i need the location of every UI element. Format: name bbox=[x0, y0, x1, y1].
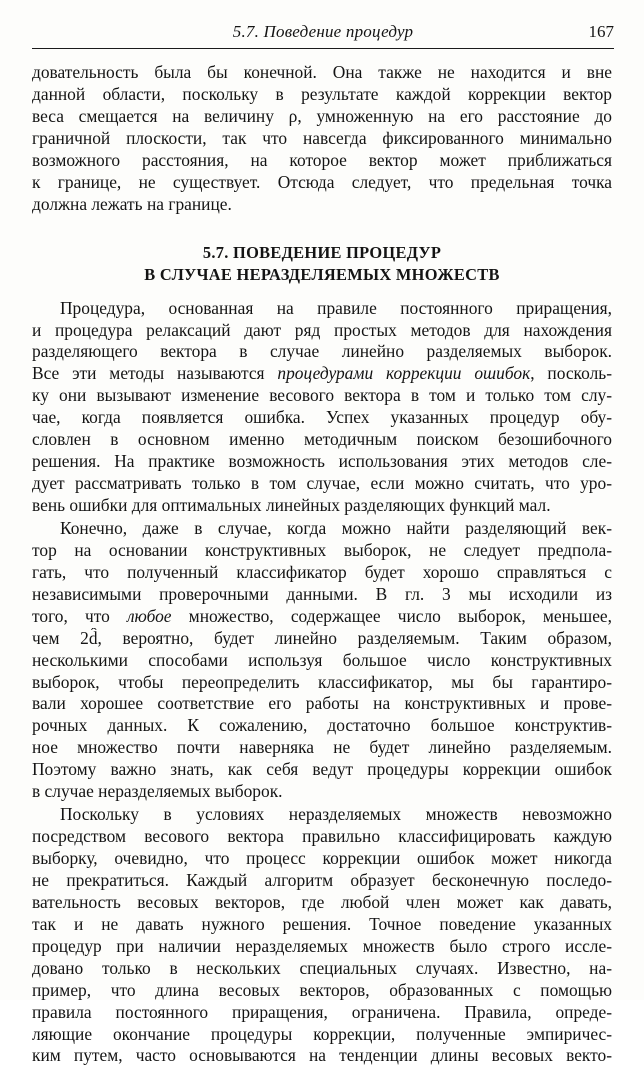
paragraph bbox=[32, 518, 612, 803]
text-line: независимыми проверочными данными. В гл. 3 мы исходили из bbox=[32, 583, 612, 604]
text-line: вательность весовых векторов, где любой член может как давать, bbox=[32, 891, 612, 912]
text-line: выборку, очевидно, что процесс коррекции ошибок может никогда bbox=[32, 848, 612, 868]
page-number: 167 bbox=[588, 22, 614, 41]
text-line: к границе, не существует. Отсюда следует, что предельная точка bbox=[32, 171, 612, 192]
text-line: так и не давать нужного решения. Точное поведение указанных bbox=[32, 913, 612, 934]
text-line: ку они вызывают изменение весового вектора в том и только том слу- bbox=[32, 385, 612, 406]
text-line: процедур при наличии неразделяемых множеств было строго иссле- bbox=[32, 935, 612, 956]
text-line: посредством весового вектора правильно классифицировать каждую bbox=[32, 826, 612, 847]
section-heading-line: В СЛУЧАЕ НЕРАЗДЕЛЯЕМЫХ МНОЖЕСТВ bbox=[144, 264, 500, 284]
page-body bbox=[32, 62, 612, 1067]
text-line: чем 2d̂, вероятно, будет линейно разделяемым. Таким образом, bbox=[32, 627, 612, 648]
text-line: Поэтому важно знать, как себя ведут процедуры коррекции ошибок bbox=[32, 759, 612, 780]
text-line: тор на основании конструктивных выборок, не следует предпола- bbox=[32, 539, 612, 560]
text-line: в случае неразделяемых выборок. bbox=[32, 781, 283, 802]
text-line: должна лежать на границе. bbox=[32, 193, 232, 214]
text-line: чае, когда появляется ошибка. Успех указанных процедур обу- bbox=[32, 407, 612, 428]
section-heading bbox=[32, 242, 612, 286]
paragraph bbox=[32, 298, 612, 517]
text-line: вень ошибки для оптимальных линейных разделяющих функций мал. bbox=[32, 495, 551, 515]
emphasized-term: любое bbox=[126, 605, 172, 626]
text-line: пример, что длина весовых векторов, образованных с помощью bbox=[32, 979, 612, 1000]
text-line: граничной плоскости, так что навсегда фиксированного минимально bbox=[32, 127, 612, 148]
text-line: Поскольку в условиях неразделяемых множеств невозможно bbox=[60, 804, 612, 825]
text-line: возможного расстояния, на которое вектор может приближаться bbox=[32, 149, 612, 170]
text-line: правила постоянного приращения, ограничена. Правила, опреде- bbox=[32, 1001, 612, 1022]
text-line: дует рассматривать только в том случае, если можно считать, что уро- bbox=[32, 473, 612, 494]
text-line: несколькими способами используя большое число конструктивных bbox=[32, 649, 612, 670]
text-line: ляющие окончание процедуры коррекции, полученные эмпиричес- bbox=[32, 1023, 612, 1044]
running-title: 5.7. Поведение процедур bbox=[232, 22, 414, 41]
continued-paragraph bbox=[32, 62, 612, 216]
text-line: и процедура релаксаций дают ряд простых методов для нахождения bbox=[32, 319, 612, 340]
text-line: не прекратиться. Каждый алгоритм образует бесконечную последо- bbox=[32, 869, 612, 890]
text-line: Конечно, даже в случае, когда можно найти разделяющий век- bbox=[60, 517, 612, 538]
text-line: данной области, поскольку в результате каждой коррекции вектор bbox=[32, 83, 612, 104]
paragraph bbox=[32, 804, 612, 1067]
text-line: веса смещается на величину ρ, умноженную на его расстояние до bbox=[32, 105, 612, 126]
text-line: вали хорошее соответствие его работы на конструктивных и прове- bbox=[32, 693, 612, 714]
text-line: довано только в нескольких специальных случаях. Известно, на- bbox=[32, 957, 612, 978]
emphasized-term: процедурами коррекции ошибок bbox=[277, 363, 531, 384]
text-line: разделяющего вектора в случае линейно разделяемых выборок. bbox=[32, 341, 612, 362]
text-line: ное множество почти наверняка не будет линейно разделяемым. bbox=[32, 737, 612, 758]
text-line bbox=[32, 363, 612, 385]
text-line: рочных данных. К сожалению, достаточно большое конструктив- bbox=[32, 715, 612, 736]
text-line: решения. На практике возможность использования этих методов сле- bbox=[32, 451, 612, 472]
section-heading-line: 5.7. ПОВЕДЕНИЕ ПРОЦЕДУР bbox=[202, 242, 442, 262]
text-span: множество, содержащее число выборок, меньшее, bbox=[171, 605, 612, 626]
text-line: ким путем, часто основываются на тенденции длины весовых векто- bbox=[32, 1045, 612, 1066]
text-line bbox=[32, 606, 612, 628]
text-line: выборок, чтобы переопределить классификатор, мы бы гарантиро- bbox=[32, 671, 612, 692]
text-span: Все эти методы называются bbox=[32, 363, 278, 384]
text-line: гать, что полученный классификатор будет хорошо справляться с bbox=[32, 561, 612, 582]
text-span: , посколь- bbox=[530, 363, 612, 384]
text-line: Процедура, основанная на правиле постоянного приращения, bbox=[60, 297, 612, 318]
running-head bbox=[32, 18, 614, 49]
text-line: словлен в основном именно методичным поиском безошибочного bbox=[32, 429, 612, 450]
text-line: довательность была бы конечной. Она также не находится и вне bbox=[32, 62, 612, 82]
text-span: того, что bbox=[32, 605, 127, 626]
